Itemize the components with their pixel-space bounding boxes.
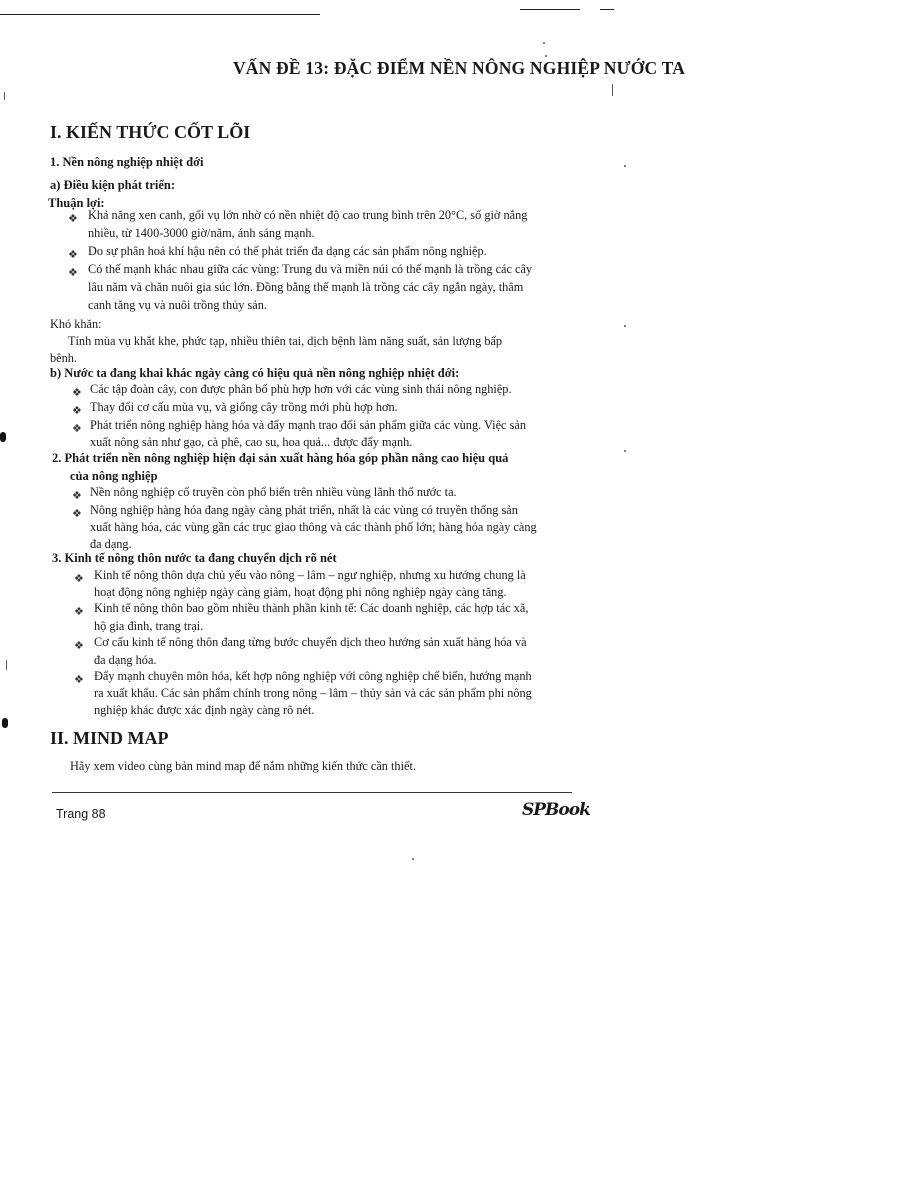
- section-heading: I. KIẾN THỨC CỐT LÕI: [50, 122, 251, 142]
- scan-speck: [612, 84, 613, 96]
- bullet-icon: ❖: [72, 423, 82, 435]
- scan-speck: [624, 450, 626, 452]
- text-line: nhiều, từ 1400-3000 giờ/năm, ánh sáng mạnh.: [88, 226, 315, 240]
- scan-speck: [6, 660, 7, 670]
- text-line: Kinh tế nông thôn bao gồm nhiều thành phần kinh tế: Các doanh nghiệp, các hợp tác xã,: [94, 601, 529, 615]
- bullet-icon: ❖: [74, 573, 84, 585]
- item-heading: 2. Phát triển nền nông nghiệp hiện đại sản xuất hàng hóa góp phần nâng cao hiệu quả: [52, 451, 509, 465]
- text-line: Hãy xem video cùng bản mind map để nắm những kiến thức cần thiết.: [70, 759, 416, 773]
- scan-line: [520, 9, 580, 10]
- text-line: hoạt động nông nghiệp ngày càng giảm, hoạt động phi nông nghiệp ngày càng tăng.: [94, 585, 507, 599]
- text-line: Nông nghiệp hàng hóa đang ngày càng phát triển, nhất là các vùng có truyền thống sản: [90, 503, 518, 517]
- text-line: đa dạng.: [90, 537, 132, 551]
- text-line: Tính mùa vụ khắt khe, phức tạp, nhiều thiên tai, dịch bệnh làm năng suất, sản lượng bấp: [68, 334, 503, 348]
- text-line: canh tăng vụ và nuôi trồng thủy sản.: [88, 298, 267, 312]
- scan-speck: [545, 55, 547, 57]
- bullet-icon: ❖: [74, 640, 84, 652]
- scan-line: [600, 9, 614, 10]
- text-line: Đẩy mạnh chuyên môn hóa, kết hợp nông nghiệp với công nghiệp chế biến, hướng mạnh: [94, 669, 532, 683]
- bullet-icon: ❖: [68, 213, 78, 225]
- text-line: nghiệp khác được xác định ngày càng rõ nét.: [94, 703, 315, 717]
- scan-speck: [624, 165, 626, 167]
- bullet-icon: ❖: [74, 674, 84, 686]
- bullet-icon: ❖: [72, 508, 82, 520]
- sub-heading: a) Điều kiện phát triển:: [50, 178, 175, 192]
- scan-speck: [412, 858, 414, 860]
- label-kho-khan: Khó khăn:: [50, 317, 102, 331]
- text-line: ra xuất khẩu. Các sản phẩm chính trong nông – lâm – thủy sản và các sản phẩm phi nông: [94, 686, 532, 700]
- scan-speck: [624, 325, 626, 327]
- text-line: Có thế mạnh khác nhau giữa các vùng: Trung du và miền núi có thế mạnh là trồng các cây: [88, 262, 533, 276]
- item-heading: 1. Nền nông nghiệp nhiệt đới: [50, 155, 204, 169]
- text-line: Cơ cấu kinh tế nông thôn đang từng bước chuyển dịch theo hướng sản xuất hàng hóa và: [94, 635, 527, 649]
- label-thuan-loi: Thuận lợi:: [48, 196, 105, 210]
- text-line: xuất hàng hóa, các vùng gần các trục giao thông và các thành phố lớn; hàng hóa ngày càng: [90, 520, 537, 534]
- text-line: Do sự phân hoá khí hậu nên có thể phát triển đa dạng các sản phẩm nông nghiệp.: [88, 244, 487, 258]
- text-line: đa dạng hóa.: [94, 653, 157, 667]
- item-heading: của nông nghiệp: [70, 469, 158, 483]
- scan-hole-mark: [0, 432, 6, 442]
- text-line: Các tập đoàn cây, con được phân bố phù hợp hơn với các vùng sinh thái nông nghiệp.: [90, 382, 512, 396]
- bullet-icon: ❖: [68, 249, 78, 261]
- bullet-icon: ❖: [68, 267, 78, 279]
- bullet-icon: ❖: [74, 606, 84, 618]
- page-title: VẤN ĐỀ 13: ĐẶC ĐIỂM NỀN NÔNG NGHIỆP NƯỚC TA: [232, 58, 686, 78]
- section-heading: II. MIND MAP: [50, 728, 169, 748]
- text-line: Khả năng xen canh, gối vụ lớn nhờ có nền nhiệt độ cao trung bình trên 20°C, số giờ nắng: [88, 208, 528, 222]
- page-number: Trang 88: [56, 807, 106, 821]
- bullet-icon: ❖: [72, 387, 82, 399]
- publisher-logo: SPBook: [522, 800, 590, 820]
- text-line: bênh.: [50, 351, 77, 365]
- scan-speck: [4, 92, 5, 100]
- text-line: hộ gia đình, trang trại.: [94, 619, 204, 633]
- text-line: Nền nông nghiệp cổ truyền còn phổ biến trên nhiều vùng lãnh thổ nước ta.: [90, 485, 457, 499]
- scan-line: [0, 14, 320, 15]
- text-line: Thay đổi cơ cấu mùa vụ, và giống cây trồng mới phù hợp hơn.: [90, 400, 398, 414]
- scan-speck: [543, 42, 545, 44]
- text-line: Phát triển nông nghiệp hàng hóa và đẩy mạnh trao đổi sản phẩm giữa các vùng. Việc sản: [90, 418, 526, 432]
- scan-hole-mark: [2, 718, 8, 728]
- item-heading: 3. Kinh tế nông thôn nước ta đang chuyển dịch rõ nét: [52, 551, 337, 565]
- bullet-icon: ❖: [72, 490, 82, 502]
- footer-divider: [52, 792, 572, 793]
- text-line: Kinh tế nông thôn dựa chủ yếu vào nông – lâm – ngư nghiệp, nhưng xu hướng chung là: [94, 568, 526, 582]
- text-line: lâu năm và chăn nuôi gia súc lớn. Đồng bằng thế mạnh là trồng các cây ngắn ngày, thâm: [88, 280, 524, 294]
- bullet-icon: ❖: [72, 405, 82, 417]
- text-line: xuất nông sản như gạo, cà phê, cao su, hoa quả... được đẩy mạnh.: [90, 435, 413, 449]
- sub-heading: b) Nước ta đang khai khác ngày càng có hiệu quả nền nông nghiệp nhiệt đới:: [50, 366, 460, 380]
